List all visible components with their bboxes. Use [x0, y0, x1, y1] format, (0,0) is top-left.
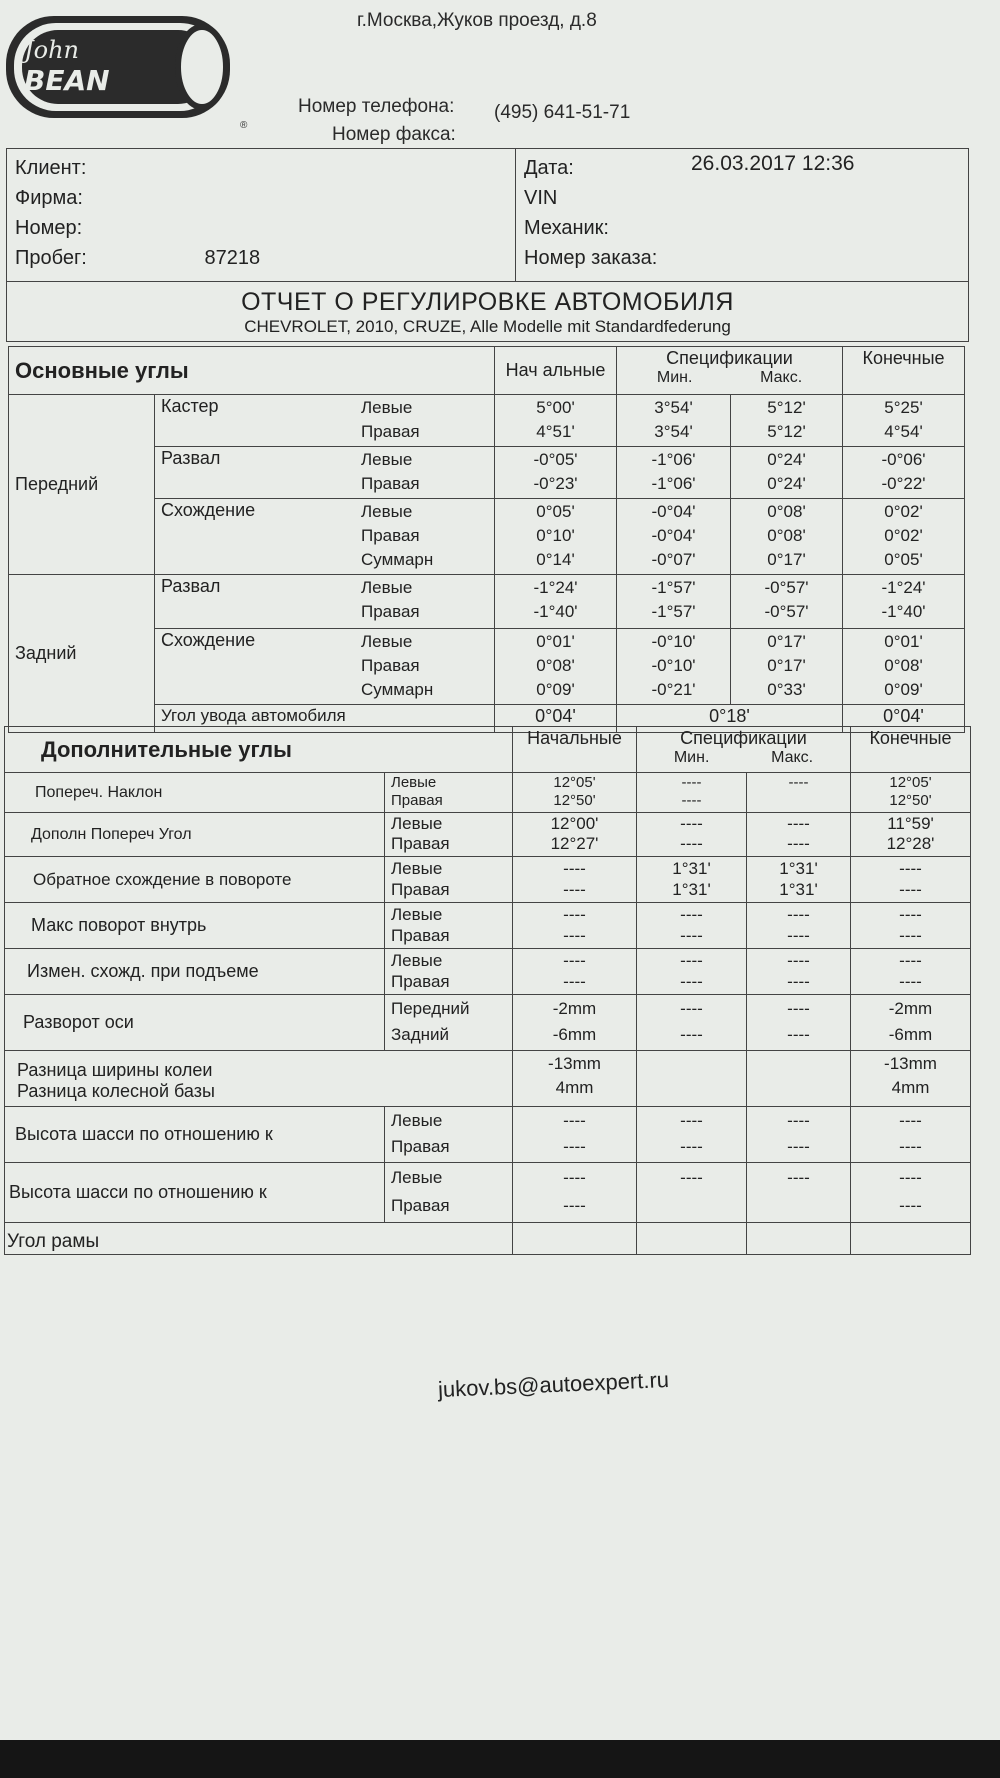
info-table [6, 148, 969, 342]
value: 0°02' [884, 502, 923, 521]
value: 12°05' [889, 774, 932, 791]
value: -13mm [884, 1054, 937, 1073]
bump-steer-label: Измен. схожд. при подъеме [5, 949, 385, 995]
value: -6mm [888, 1025, 933, 1044]
side-left: Левые [361, 398, 413, 417]
side-right: Правая [391, 926, 450, 945]
value: 0°08' [767, 526, 806, 545]
value: ---- [899, 1111, 922, 1130]
track-max [747, 1051, 851, 1107]
value: ---- [563, 880, 586, 899]
svg-text:®: ® [240, 120, 248, 128]
value: 0°14' [536, 550, 575, 569]
rear-camber-final [843, 575, 965, 629]
value: ---- [681, 774, 702, 791]
col-max: Макс. [760, 369, 803, 386]
value: -13mm [548, 1054, 601, 1073]
col-min: Мин. [656, 369, 693, 386]
value: ---- [899, 1196, 922, 1215]
track-final [851, 1051, 971, 1107]
phone-value: (495) 641-51-71 [494, 102, 631, 123]
camber-label: Развал [161, 576, 221, 596]
value: ---- [680, 1025, 703, 1044]
value: ---- [563, 972, 586, 991]
value: 4°51' [536, 422, 575, 441]
camber-label: Развал [161, 448, 221, 468]
rear-camber-initial [495, 575, 617, 629]
value: 0°17' [767, 632, 806, 651]
frame-initial [513, 1223, 637, 1255]
john-bean-logo [2, 10, 260, 128]
side-right: Правая [361, 422, 420, 441]
setback-max [747, 995, 851, 1051]
value: ---- [563, 1111, 586, 1130]
rear-toe-final [843, 629, 965, 705]
value: -0°06' [881, 450, 926, 469]
side-right: Правая [391, 792, 443, 809]
track-diff-label: Разница ширины колеи [17, 1060, 213, 1080]
bump-final [851, 949, 971, 995]
toe-out-initial [513, 857, 637, 903]
value: 0°08' [884, 656, 923, 675]
value: -1°24' [881, 578, 926, 597]
row-front-camber [155, 447, 495, 499]
group-rear: Задний [9, 575, 155, 733]
frame-final [851, 1223, 971, 1255]
value: ---- [899, 972, 922, 991]
value: -0°21' [651, 680, 696, 699]
kpi-label: Попереч. Наклон [5, 773, 385, 813]
additional-section-title: Дополнительные углы [5, 727, 513, 773]
toe-out-sides [385, 857, 513, 903]
value: ---- [681, 792, 702, 809]
value: ---- [787, 999, 810, 1018]
background-surface [0, 1740, 1000, 1778]
value: ---- [563, 1168, 586, 1187]
value: ---- [680, 905, 703, 924]
ride2-initial [513, 1163, 637, 1223]
bump-min [637, 949, 747, 995]
value: ---- [563, 951, 586, 970]
rear-toe-max [731, 629, 843, 705]
value: ---- [787, 951, 810, 970]
main-angles-table [8, 346, 965, 733]
side-left: Левые [391, 814, 443, 833]
client-label: Клиент: [15, 157, 87, 179]
value: -0°04' [651, 526, 696, 545]
footer-email: jukov.bs@autoexpert.ru [437, 1366, 670, 1403]
value: 1°31' [672, 880, 711, 899]
value: ---- [680, 1111, 703, 1130]
ride1-initial [513, 1107, 637, 1163]
side-right: Правая [391, 972, 450, 991]
value: 4mm [555, 1078, 594, 1097]
value: ---- [899, 926, 922, 945]
extra-col-spec-label: Спецификации [680, 728, 807, 748]
main-section-title: Основные углы [9, 347, 495, 395]
value: -0°07' [651, 550, 696, 569]
date-row [524, 153, 960, 183]
value: 4°54' [884, 422, 923, 441]
value: ---- [680, 999, 703, 1018]
front-caster-max [731, 395, 843, 447]
value: ---- [787, 1137, 810, 1156]
side-left: Левые [361, 502, 413, 521]
row-front-toe [155, 499, 495, 575]
side-total: Суммарн [361, 680, 434, 699]
value: -6mm [552, 1025, 597, 1044]
value: ---- [899, 880, 922, 899]
thrust-final: 0°04' [843, 705, 965, 733]
report-title-block [7, 282, 969, 342]
fax-label: Номер факса: [332, 124, 456, 145]
value: 0°05' [536, 502, 575, 521]
value: ---- [680, 834, 703, 853]
value: 11°59' [887, 814, 934, 833]
incl-sides [385, 813, 513, 857]
value: -0°05' [533, 450, 578, 469]
ride-height-2-label: Высота шасси по отношению к [5, 1163, 385, 1223]
value: ---- [899, 951, 922, 970]
value: -1°40' [533, 602, 578, 621]
mileage-label: Пробег: [15, 247, 87, 269]
ride1-final [851, 1107, 971, 1163]
row-front-caster [155, 395, 495, 447]
value: 5°12' [767, 398, 806, 417]
side-left: Левые [361, 450, 413, 469]
value: -0°22' [881, 474, 926, 493]
order-label: Номер заказа: [524, 247, 658, 269]
value: ---- [680, 951, 703, 970]
side-left: Левые [391, 1168, 443, 1187]
value: ---- [787, 1168, 810, 1187]
ride1-min [637, 1107, 747, 1163]
mechanic-label: Механик: [524, 217, 609, 239]
svg-text:John: John [24, 36, 79, 64]
setback-initial [513, 995, 637, 1051]
value: -2mm [888, 999, 933, 1018]
col-final: Конечные [843, 347, 965, 395]
value: ---- [899, 1168, 922, 1187]
value: ---- [787, 1025, 810, 1044]
value: 0°09' [536, 680, 575, 699]
value: 0°24' [767, 474, 806, 493]
value: ---- [787, 1111, 810, 1130]
front-toe-min [617, 499, 731, 575]
thrust-angle-label: Угол увода автомобиля [155, 705, 495, 733]
row-rear-toe [155, 629, 495, 705]
value: -0°10' [651, 632, 696, 651]
col-initial: Нач альные [495, 347, 617, 395]
date-value: 26.03.2017 12:36 [691, 152, 855, 175]
value: ---- [787, 905, 810, 924]
value: ---- [680, 972, 703, 991]
value: ---- [680, 814, 703, 833]
value: 12°50' [553, 792, 596, 809]
kpi-min [637, 773, 747, 813]
side-left: Левые [361, 578, 413, 597]
value: 12°05' [553, 774, 596, 791]
front-caster-min [617, 395, 731, 447]
value: -0°23' [533, 474, 578, 493]
incl-initial [513, 813, 637, 857]
value: ---- [563, 859, 586, 878]
value: ---- [899, 859, 922, 878]
ride2-max [747, 1163, 851, 1223]
front-caster-initial [495, 395, 617, 447]
value: -1°06' [651, 474, 696, 493]
side-right: Правая [361, 526, 420, 545]
front-camber-initial [495, 447, 617, 499]
frame-max [747, 1223, 851, 1255]
value: 12°27' [550, 834, 599, 853]
group-front: Передний [9, 395, 155, 575]
extra-col-min: Мин. [673, 749, 710, 766]
wheelbase-diff-label: Разница колесной базы [17, 1081, 215, 1101]
value: 1°31' [779, 880, 818, 899]
included-angle-label: Дополн Попереч Угол [5, 813, 385, 857]
value: 5°00' [536, 398, 575, 417]
side-right: Правая [391, 834, 450, 853]
value: -1°57' [651, 602, 696, 621]
value: 0°24' [767, 450, 806, 469]
ride2-min [637, 1163, 747, 1223]
toe-out-min [637, 857, 747, 903]
track-min [637, 1051, 747, 1107]
value: 0°01' [884, 632, 923, 651]
ride-height-1-label: Высота шасси по отношению к [5, 1107, 385, 1163]
extra-col-initial: Начальные [513, 727, 637, 773]
value: ---- [680, 1137, 703, 1156]
ride1-max [747, 1107, 851, 1163]
value: ---- [563, 1196, 586, 1215]
value: -2mm [552, 999, 597, 1018]
rear-toe-initial [495, 629, 617, 705]
side-right: Правая [391, 1137, 450, 1156]
side-right: Правая [391, 880, 450, 899]
front-camber-max [731, 447, 843, 499]
value: -1°06' [651, 450, 696, 469]
side-front: Передний [391, 999, 470, 1018]
value: ---- [787, 814, 810, 833]
value: -0°57' [764, 578, 809, 597]
value: 5°12' [767, 422, 806, 441]
firm-label: Фирма: [15, 187, 83, 209]
max-turn-max [747, 903, 851, 949]
value: 1°31' [672, 859, 711, 878]
setback-final [851, 995, 971, 1051]
caster-label: Кастер [161, 396, 219, 416]
value: 0°17' [767, 550, 806, 569]
value: 3°54' [654, 398, 693, 417]
max-turn-final [851, 903, 971, 949]
side-left: Левые [391, 859, 443, 878]
front-toe-initial [495, 499, 617, 575]
value: 3°54' [654, 422, 693, 441]
value: 0°08' [767, 502, 806, 521]
side-left: Левые [391, 1111, 443, 1130]
value: 0°33' [767, 680, 806, 699]
rear-toe-min [617, 629, 731, 705]
bump-max [747, 949, 851, 995]
value: 0°05' [884, 550, 923, 569]
kpi-final [851, 773, 971, 813]
mileage-row [15, 243, 507, 273]
front-toe-final [843, 499, 965, 575]
value: -1°40' [881, 602, 926, 621]
value: 12°00' [550, 814, 599, 833]
side-right: Правая [361, 602, 420, 621]
value: 0°17' [767, 656, 806, 675]
value: -1°57' [651, 578, 696, 597]
toe-label: Схождение [161, 500, 256, 520]
rear-camber-min [617, 575, 731, 629]
kpi-sides [385, 773, 513, 813]
toe-out-final [851, 857, 971, 903]
value: ---- [787, 972, 810, 991]
value: ---- [563, 926, 586, 945]
front-toe-max [731, 499, 843, 575]
toe-out-label: Обратное схождение в повороте [5, 857, 385, 903]
vin-label: VIN [524, 187, 558, 209]
ride2-final [851, 1163, 971, 1223]
toe-label: Схождение [161, 630, 256, 650]
value: ---- [787, 926, 810, 945]
value: -0°04' [651, 502, 696, 521]
value: -1°24' [533, 578, 578, 597]
max-turn-sides [385, 903, 513, 949]
value: 5°25' [884, 398, 923, 417]
col-spec-label: Спецификации [666, 348, 793, 368]
kpi-initial [513, 773, 637, 813]
setback-label: Разворот оси [5, 995, 385, 1051]
value: 0°02' [884, 526, 923, 545]
extra-col-spec [637, 727, 851, 773]
thrust-spec: 0°18' [617, 705, 843, 733]
svg-text:BEAN: BEAN [24, 64, 110, 97]
ride2-sides [385, 1163, 513, 1223]
address: г.Москва,Жуков проезд, д.8 [357, 10, 597, 31]
thrust-initial: 0°04' [495, 705, 617, 733]
value: 12°50' [889, 792, 932, 809]
value: 0°01' [536, 632, 575, 651]
rear-camber-max [731, 575, 843, 629]
col-spec [617, 347, 843, 395]
side-rear: Задний [391, 1025, 450, 1044]
max-turn-min [637, 903, 747, 949]
ride1-sides [385, 1107, 513, 1163]
additional-angles-table [4, 726, 971, 1255]
toe-out-max [747, 857, 851, 903]
value: 1°31' [779, 859, 818, 878]
value: 0°10' [536, 526, 575, 545]
client-info [7, 149, 516, 282]
track-initial [513, 1051, 637, 1107]
value: ---- [680, 926, 703, 945]
side-right: Правая [361, 474, 420, 493]
number-label: Номер: [15, 217, 83, 239]
side-left: Левые [361, 632, 413, 651]
report-title: ОТЧЕТ О РЕГУЛИРОВКЕ АВТОМОБИЛЯ [241, 288, 734, 316]
incl-min [637, 813, 747, 857]
front-caster-final [843, 395, 965, 447]
frame-min [637, 1223, 747, 1255]
side-right: Правая [361, 656, 420, 675]
incl-final [851, 813, 971, 857]
extra-col-final: Конечные [851, 727, 971, 773]
bump-sides [385, 949, 513, 995]
side-left: Левые [391, 905, 443, 924]
value: ---- [680, 1168, 703, 1187]
side-total: Суммарн [361, 550, 434, 569]
value: 12°28' [886, 834, 935, 853]
value: ---- [788, 774, 809, 791]
extra-col-max: Макс. [771, 749, 814, 766]
side-right: Правая [391, 1196, 450, 1215]
mileage-value: 87218 [204, 247, 261, 269]
max-turn-initial [513, 903, 637, 949]
value: ---- [563, 905, 586, 924]
value: 4mm [891, 1078, 930, 1097]
date-label: Дата: [524, 157, 574, 179]
value: -0°57' [764, 602, 809, 621]
front-camber-min [617, 447, 731, 499]
order-info [516, 149, 969, 282]
frame-angle-label: Угол рамы [5, 1223, 513, 1255]
front-camber-final [843, 447, 965, 499]
value: ---- [787, 834, 810, 853]
value: -0°10' [651, 656, 696, 675]
setback-sides [385, 995, 513, 1051]
track-wheelbase-labels [5, 1051, 513, 1107]
max-turn-label: Макс поворот внутрь [5, 903, 385, 949]
kpi-max [747, 773, 851, 813]
value: 0°08' [536, 656, 575, 675]
side-left: Левые [391, 774, 437, 791]
row-rear-camber [155, 575, 495, 629]
setback-min [637, 995, 747, 1051]
bump-initial [513, 949, 637, 995]
report-subtitle: CHEVROLET, 2010, CRUZE, Alle Modelle mit Standardfederung [244, 317, 731, 336]
value: 0°09' [884, 680, 923, 699]
value: ---- [899, 905, 922, 924]
value: ---- [899, 1137, 922, 1156]
value: ---- [563, 1137, 586, 1156]
side-left: Левые [391, 951, 443, 970]
phone-label: Номер телефона: [298, 96, 455, 117]
incl-max [747, 813, 851, 857]
